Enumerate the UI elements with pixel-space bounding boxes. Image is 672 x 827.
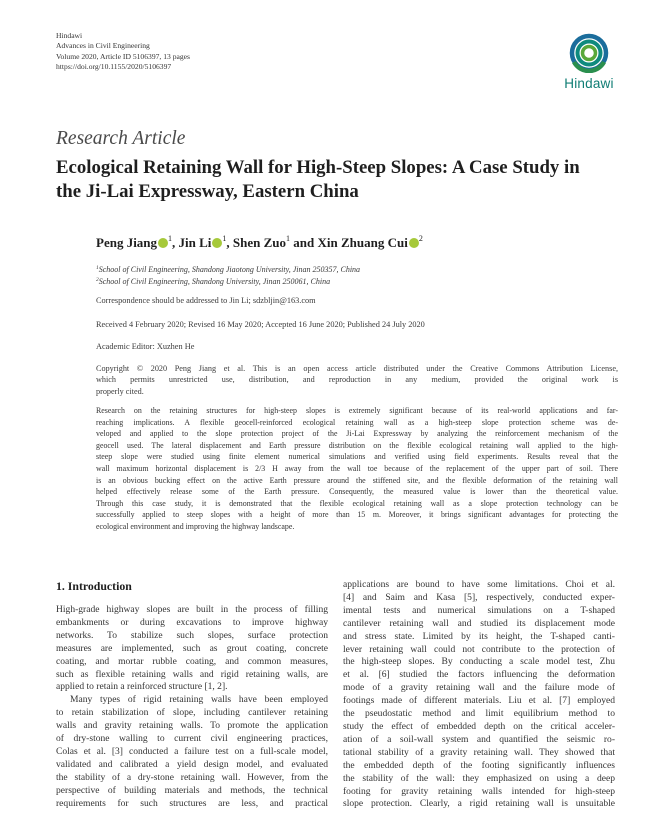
affiliations: [96, 263, 360, 288]
body-text-line: slope protection. Clearly, a rigid retaining wall is unsuitable: [343, 798, 615, 810]
abstract-line: reaching implications. A flexible geocell-reinforced ecological retaining wall as a high-steep slope protection scheme was de-: [96, 417, 618, 427]
body-text-line: validated and calibrated a yield design model, and evaluated: [56, 758, 328, 770]
publication-dates: Received 4 February 2020; Revised 16 May 2020; Accepted 16 June 2020; Published 24 July 2020: [96, 320, 425, 329]
body-text-line: to retain stabilization of slope, including cantilever retaining: [56, 707, 328, 719]
author-affiliation-number: 1: [168, 234, 173, 243]
abstract-line: geocell used. The lateral displacement and Earth pressure distribution on the flexible ecological retaining wall applied to the high-: [96, 440, 618, 450]
body-text-line: such as flexible retaining walls and rigid retaining walls, are: [56, 668, 328, 680]
hindawi-logo[interactable]: [553, 33, 625, 91]
orcid-icon[interactable]: [158, 238, 168, 248]
volume-line: Volume 2020, Article ID 5106397, 13 pages: [56, 51, 190, 61]
body-text-line: study the effect of embedded depth on the critical acceler-: [343, 720, 615, 732]
author-name[interactable]: Peng Jiang: [96, 235, 158, 250]
logo-wordmark: Hindawi: [564, 76, 614, 91]
author-list: [96, 234, 616, 251]
body-text-line: imental tests and numerical simulations on a T-shaped: [343, 604, 615, 616]
copyright-line: properly cited.: [96, 386, 144, 396]
body-text-line: the stability of the wall: they emphasized on using a deep: [343, 772, 615, 784]
body-text-line: the pseudostatic method and limit equilibrium method to: [343, 708, 615, 720]
body-text-line: Colas et al. [3] conducted a failure test on a full-scale model,: [56, 745, 328, 757]
body-text-line: embankments or during excavations to improve highway: [56, 616, 328, 628]
abstract-line: steep slope were studied using finite element numerical simulations and verified using field experiments. Results reveal that the: [96, 452, 618, 462]
doi-link[interactable]: https://doi.org/10.1155/2020/5106397: [56, 62, 172, 72]
body-text-line: cantilever retaining wall and studied its displacement mode: [343, 617, 615, 629]
author-affiliation-number: 1: [222, 234, 227, 243]
body-text-line: High-grade highway slopes are built in the process of filling: [56, 604, 328, 615]
body-text-line: applications are bound to have some limitations. Choi et al.: [343, 579, 615, 590]
body-text-line: measures are implemented, such as grout coating, concrete: [56, 642, 328, 654]
body-text-line: and stress state. Limited by its height, the T-shaped canti-: [343, 630, 615, 642]
author-affiliation-number: 1: [286, 234, 291, 243]
article-type: Research Article: [56, 128, 186, 149]
title-line: Ecological Retaining Wall for High-Steep Slopes: A Case Study in: [56, 157, 580, 178]
article-title: [56, 156, 636, 204]
abstract-line: Research on the retaining structures for high-steep slopes is extremely significant because of its real-world applications and far-: [96, 406, 618, 415]
author-name[interactable]: Jin Li: [178, 235, 212, 250]
body-column-left: [56, 604, 328, 811]
section-heading-introduction: 1. Introduction: [56, 579, 132, 593]
affiliation: $^2$School of Civil Engineering, Shandong University, Jinan 250061, China: [96, 277, 331, 287]
body-text-line: requirements for such structures are less, and practical: [56, 797, 328, 809]
abstract-line: is an obvious bucking effect on the active Earth pressure around the stiffened site, and the flexible deformation of the retaining wall: [96, 475, 618, 485]
affiliation: $^1$School of Civil Engineering, Shandong Jiaotong University, Jinan 250357, China: [96, 265, 361, 274]
author-separator: ,: [226, 235, 233, 250]
author-affiliation-number: 2: [418, 234, 423, 243]
body-text-line: the high-steep slopes. By conducting a scale model test, Zhu: [343, 656, 615, 668]
abstract-line: veloped and applied to the slope protection project of the Ji-Lai Expressway by analyzing the reinforcement mechanism of the: [96, 429, 618, 439]
title-line: the Ji-Lai Expressway, Eastern China: [56, 181, 359, 202]
publisher-name: Hindawi: [56, 31, 83, 40]
body-text-line: of dry-stone walling to current civil engineering practices,: [56, 733, 328, 745]
abstract: [96, 405, 618, 533]
body-text-line: perspective of building materials and methods, the technical: [56, 784, 328, 796]
body-text-line: lever retaining wall could not contribute to the protection of: [343, 643, 615, 655]
body-column-right: [343, 579, 615, 811]
author-separator: ,: [172, 235, 179, 250]
body-text-line: et al. [6] studied the factors influencing the deformation: [343, 669, 615, 681]
body-text-line: Many types of rigid retaining walls have been employed: [70, 694, 328, 706]
journal-name: Advances in Civil Engineering: [56, 41, 150, 51]
orcid-icon[interactable]: [212, 238, 222, 248]
body-text-line: networks. To stabilize such slopes, surface protection: [56, 629, 328, 641]
body-text-line: the stability of a dry-stone retaining wall. However, from the: [56, 771, 328, 783]
abstract-line: ecological environment and improving the highway landscape.: [96, 521, 295, 531]
author-name[interactable]: Shen Zuo: [232, 235, 287, 250]
hindawi-rings-icon: [560, 33, 618, 73]
copyright-line: which permits unrestricted use, distribution, and reproduction in any medium, provided the original work is: [96, 375, 618, 385]
copyright-line: Copyright © 2020 Peng Jiang et al. This is an open access article distributed under the Creative Commons Attribution License,: [96, 364, 618, 373]
author-separator: and: [290, 235, 318, 250]
orcid-icon[interactable]: [409, 238, 419, 248]
body-text-line: mode of a gravity retaining wall and the failure mode of: [343, 682, 615, 694]
abstract-line: Through this case study, it is demonstrated that the flexible ecological retaining wall as a slope protection technology can be: [96, 498, 618, 508]
abstract-line: successfully applied to steep slopes with a height of more than 15 m. Moreover, it brings significant advantages for protecting the: [96, 510, 618, 520]
body-text-line: footing for gravity retaining walls intended for high-steep: [343, 785, 615, 797]
correspondence: Correspondence should be addressed to Jin Li; sdzbljin@163.com: [96, 296, 316, 305]
body-text-line: footings made of different materials. Liu et al. [7] employed: [343, 695, 615, 707]
academic-editor: Academic Editor: Xuzhen He: [96, 342, 195, 351]
abstract-line: wall maximum horizontal displacement is 2/3 H away from the wall toe because of the replacement of the upper part of soil. There: [96, 463, 618, 473]
abstract-line: helped effectively release some of the Earth pressure. Consequently, the measured value is lower than the theoretical value.: [96, 487, 618, 497]
body-text-line: ation of a soil-wall system and quantified the seismic ro-: [343, 733, 615, 745]
body-text-line: [4] and Saim and Kasa [5], respectively, conducted exper-: [343, 591, 615, 603]
author-name[interactable]: Xin Zhuang Cui: [317, 235, 408, 250]
journal-header: [56, 31, 416, 73]
body-text-line: coating, and mortar rubble coating, and common measures,: [56, 655, 328, 667]
body-text-line: walls and gravity retaining walls. To promote the application: [56, 720, 328, 732]
body-text-line: the embedded depth of the footing significantly influences: [343, 759, 615, 771]
body-text-line: tational stability of a gravity retaining wall. They showed that: [343, 746, 615, 758]
body-text-line: applied to retain a reinforced structure [1, 2].: [56, 681, 228, 693]
copyright-notice: [96, 363, 618, 397]
